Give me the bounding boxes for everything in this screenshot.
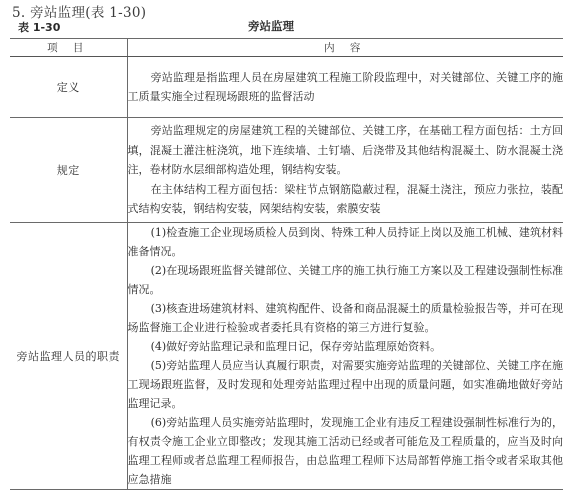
duty-item: (6)旁站监理人员实施旁站监理时，发现施工企业有违反工程建设强制性标准行为的，有权责令施工企业立即整改；发现其施工活动已经或者可能危及工程质量的，应当及时向监理工程师或者总监理工程师报告，由总监理工程师下达局部暂停施工指令或者采取其他应急措施 (127, 416, 563, 486)
header-item: 项 目 (10, 39, 127, 57)
content-paragraph: 旁站监理规定的房屋建筑工程的关键部位、关键工序，在基础工程方面包括：土方回填，混凝土灌注桩浇筑，地下连续墙、土钉墙、后浇带及其他结构混凝土、防水混凝土浇注，卷材防水层细部构造处理，钢结构安装。 (127, 124, 563, 177)
table-row-duties (10, 223, 563, 490)
row-label-regulation: 规定 (10, 118, 127, 223)
row-content-regulation (127, 118, 563, 223)
row-content-duties (127, 223, 563, 490)
section-heading: 5. 旁站监理(表 1-30) (12, 5, 147, 21)
row-label-duties: 旁站监理人员的职责 (10, 223, 127, 490)
content-paragraph: 旁站监理是指监理人员在房屋建筑工程施工阶段监理中，对关键部位、关键工序的施工质量实施全过程现场跟班的监督活动 (127, 70, 563, 103)
table-caption (18, 19, 563, 37)
supervision-table (10, 38, 563, 490)
row-label-definition: 定义 (10, 57, 127, 118)
duty-item: (5)旁站监理人员应当认真履行职责，对需要实施旁站监理的关键部位、关键工序在施工现场跟班监督，及时发现和处理旁站监理过程中出现的质量问题，如实准确地做好旁站监理记录。 (127, 359, 563, 410)
duty-item: (3)核查进场建筑材料、建筑构配件、设备和商品混凝土的质量检验报告等，并可在现场监督施工企业进行检验或者委托具有资格的第三方进行复验。 (127, 302, 563, 334)
duty-item: (1)检查施工企业现场质检人员到岗、特殊工种人员持证上岗以及施工机械、建筑材料准备情况。 (127, 226, 563, 258)
table-row-definition (10, 57, 563, 118)
header-content: 内 容 (127, 39, 563, 57)
table-row-regulation (10, 118, 563, 223)
table-header-row (10, 39, 563, 57)
table-number: 表 1-30 (18, 21, 61, 34)
content-paragraph: 在主体结构工程方面包括：梁柱节点钢筋隐蔽过程，混凝土浇注，预应力张拉，装配式结构安装，钢结构安装，网架结构安装，索膜安装 (127, 182, 563, 216)
duty-item: (2)在现场跟班监督关键部位、关键工序的施工执行施工方案以及工程建设强制性标准情况。 (127, 264, 563, 296)
table-title: 旁站监理 (248, 19, 294, 33)
duty-item: (4)做好旁站监理记录和监理日记，保存旁站监理原始资料。 (150, 340, 442, 353)
row-content-definition (127, 57, 563, 118)
